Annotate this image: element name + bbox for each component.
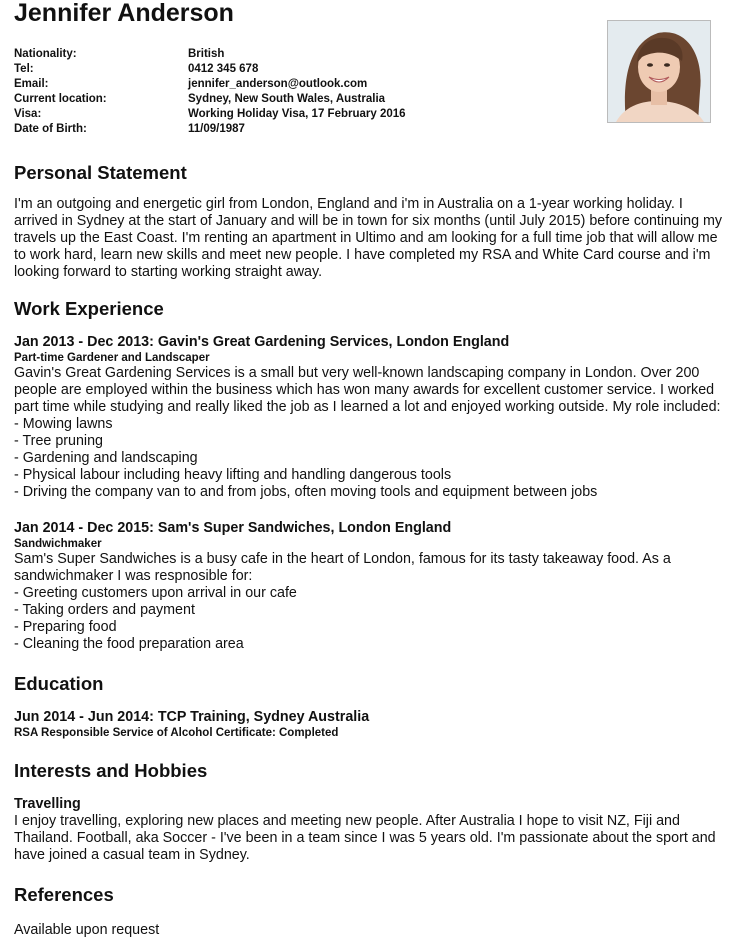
list-item: - Cleaning the food preparation area <box>14 636 244 652</box>
detail-label: Date of Birth: <box>14 123 87 135</box>
detail-label: Visa: <box>14 108 42 120</box>
detail-value: Sydney, New South Wales, Australia <box>188 93 386 105</box>
detail-value: jennifer_anderson@outlook.com <box>188 78 368 90</box>
portrait-image <box>608 21 710 122</box>
detail-value: Working Holiday Visa, 17 February 2016 <box>188 108 406 120</box>
job-entry <box>14 334 726 501</box>
education-heading: Jun 2014 - Jun 2014: TCP Training, Sydney Australia <box>14 709 370 725</box>
education-detail: RSA Responsible Service of Alcohol Certificate: Completed <box>14 727 339 739</box>
list-item: - Tree pruning <box>14 433 104 449</box>
detail-label: Email: <box>14 78 49 90</box>
interests-heading: Travelling <box>14 796 81 812</box>
list-item: - Gardening and landscaping <box>14 450 198 466</box>
section-title-references: References <box>14 884 114 905</box>
list-item: - Physical labour including heavy lifting and handling dangerous tools <box>14 467 452 483</box>
detail-value: 11/09/1987 <box>188 123 245 135</box>
section-title-personal-statement: Personal Statement <box>14 162 187 183</box>
list-item: - Greeting customers upon arrival in our cafe <box>14 585 297 601</box>
interests-entry <box>14 796 726 864</box>
detail-label: Tel: <box>14 63 34 75</box>
education-entry <box>14 709 726 740</box>
profile-photo <box>607 20 711 123</box>
interests-text: I enjoy travelling, exploring new places and meeting new people. After Australia I hope to visit NZ, Fiji and Thailand. Football, aka Soccer - I've been in a team since I was 5 years old. I'm passionate about the sport and have joined a casual team in Sydney. <box>14 813 716 863</box>
job-heading: Jan 2013 - Dec 2013: Gavin's Great Gardening Services, London England <box>14 334 510 350</box>
list-item: - Preparing food <box>14 619 117 635</box>
list-item: - Mowing lawns <box>14 416 113 432</box>
references-text: Available upon request <box>14 922 160 938</box>
personal-statement-text: I'm an outgoing and energetic girl from London, England and i'm in Australia on a 1-year working holiday. I arrived in Sydney at the start of January and will be in town for six months (until July 2015) before continuing my travels up the East Coast. I'm renting an apartment in Ultimo and am looking for a full time job that will allow me to work hard, learn new skills and meet new people. I have completed my RSA and White Card course and i'm looking forward to starting working straight away. <box>14 196 723 280</box>
job-description: Sam's Super Sandwiches is a busy cafe in the heart of London, famous for its tasty takeaway food. As a sandwichmaker I was respnosible for: <box>14 551 671 584</box>
detail-label: Nationality: <box>14 48 77 60</box>
job-description: Gavin's Great Gardening Services is a small but very well-known landscaping company in London. Over 200 people are employed within the business which has won many awards for excellent customer service. I worked part time while studying and really liked the job as I learned a lot and enjoyed working outside. My role included: <box>14 365 721 415</box>
list-item: - Taking orders and payment <box>14 602 195 618</box>
detail-value: British <box>188 48 225 60</box>
section-title-education: Education <box>14 673 104 694</box>
resume-page <box>14 0 726 939</box>
list-item: - Driving the company van to and from jobs, often moving tools and equipment between jobs <box>14 484 598 500</box>
detail-label: Current location: <box>14 93 107 105</box>
detail-value: 0412 345 678 <box>188 63 259 75</box>
job-role: Sandwichmaker <box>14 538 102 550</box>
detail-row-dob <box>14 122 726 137</box>
job-role: Part-time Gardener and Landscaper <box>14 352 210 364</box>
job-entry <box>14 520 726 653</box>
candidate-name: Jennifer Anderson <box>14 0 234 27</box>
job-heading: Jan 2014 - Dec 2015: Sam's Super Sandwiches, London England <box>14 520 452 536</box>
section-title-interests: Interests and Hobbies <box>14 760 208 781</box>
section-title-work-experience: Work Experience <box>14 298 164 319</box>
